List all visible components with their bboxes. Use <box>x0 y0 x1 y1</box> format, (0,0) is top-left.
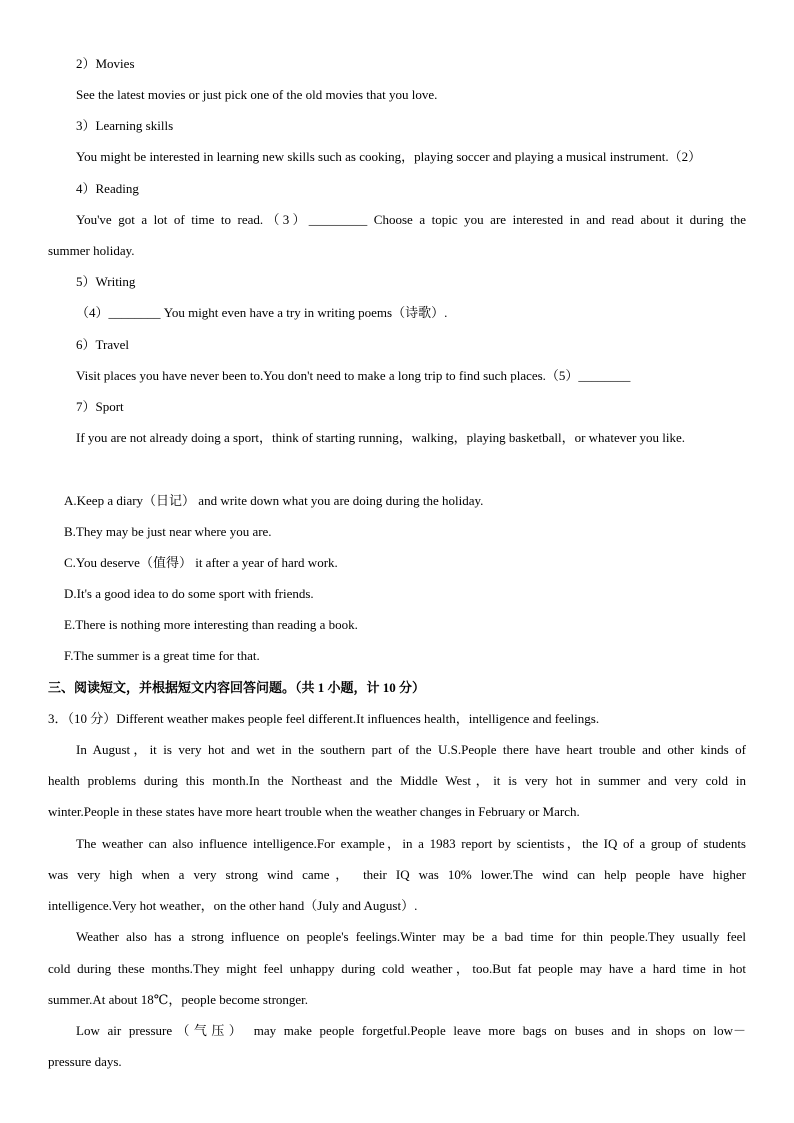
item-text-writing: （4）________ You might even have a try in writing poems（诗歌）. <box>76 305 448 320</box>
paragraph-2-line-3: intelligence.Very hot weather，on the other hand（July and August）. <box>48 898 418 913</box>
option-c: C.You deserve（值得） it after a year of hard work. <box>64 555 338 570</box>
item-heading-movies: 2）Movies <box>76 56 135 71</box>
paragraph-4-line-2: pressure days. <box>48 1054 122 1069</box>
paragraph-2-line-1: The weather can also influence intelligence.For example，in a 1983 report by scientists，the IQ of a group of students <box>76 836 746 851</box>
section-three-heading: 三、阅读短文，并根据短文内容回答问题。（共 1 小题，计 10 分） <box>48 680 426 695</box>
question-3-intro: 3．（10 分）Different weather makes people feel different.It influences health，intelligence and feelings. <box>48 711 600 726</box>
item-heading-sport: 7）Sport <box>76 399 124 414</box>
paragraph-2-line-2: was very high when a very strong wind came， their IQ was 10% lower.The wind can help people have higher <box>48 867 746 882</box>
option-a: A.Keep a diary（日记） and write down what you are doing during the holiday. <box>64 493 484 508</box>
item-text-learning-skills: You might be interested in learning new skills such as cooking，playing soccer and playing a musical instrument.（2） <box>76 149 702 164</box>
paragraph-3-line-3: summer.At about 18℃，people become stronger. <box>48 992 309 1007</box>
paragraph-1-line-3: winter.People in these states have more heart trouble when the weather changes in February or March. <box>48 804 580 819</box>
item-heading-learning-skills: 3）Learning skills <box>76 118 174 133</box>
item-heading-writing: 5）Writing <box>76 274 136 289</box>
item-text-sport: If you are not already doing a sport，think of starting running，walking，playing basketball，or whatever you like. <box>76 430 686 445</box>
option-d: D.It's a good idea to do some sport with friends. <box>64 586 314 601</box>
item-heading-reading: 4）Reading <box>76 181 139 196</box>
item-text-travel: Visit places you have never been to.You don't need to make a long trip to find such places.（5）________ <box>76 368 631 383</box>
paragraph-1-line-1: In August，it is very hot and wet in the southern part of the U.S.People there have heart trouble and other kinds of <box>76 742 746 757</box>
option-e: E.There is nothing more interesting than reading a book. <box>64 617 358 632</box>
paragraph-3-line-1: Weather also has a strong influence on people's feelings.Winter may be a bad time for thin people.They usually feel <box>76 929 746 944</box>
paragraph-1-line-2: health problems during this month.In the Northeast and the Middle West，it is very hot in summer and very cold in <box>48 773 746 788</box>
option-f: F.The summer is a great time for that. <box>64 648 260 663</box>
item-text-reading-line1: You've got a lot of time to read.（3）_________ Choose a topic you are interested in and read about it during the <box>76 212 746 227</box>
option-b: B.They may be just near where you are. <box>64 524 272 539</box>
paragraph-3-line-2: cold during these months.They might feel unhappy during cold weather，too.But fat people may have a hard time in hot <box>48 961 746 976</box>
paragraph-4-line-1: Low air pressure（气压） may make people forgetful.People leave more bags on buses and in shops on low－ <box>76 1023 746 1038</box>
item-text-movies: See the latest movies or just pick one of the old movies that you love. <box>76 87 438 102</box>
item-text-reading-line2: summer holiday. <box>48 243 135 258</box>
item-heading-travel: 6）Travel <box>76 337 129 352</box>
